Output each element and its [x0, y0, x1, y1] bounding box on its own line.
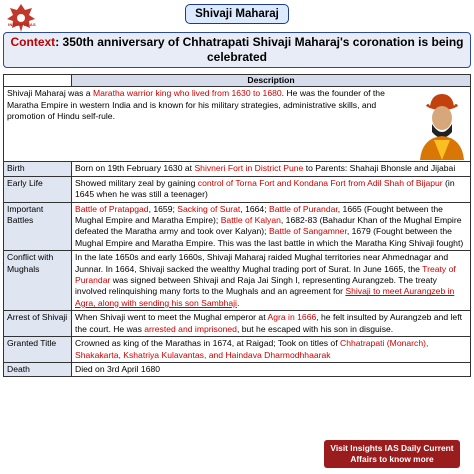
early-life-cell — [72, 176, 471, 202]
description-header: Description — [72, 75, 471, 87]
arrest-text-e: , but he escaped with his son in disguise. — [236, 323, 394, 334]
description-cell — [4, 87, 471, 162]
table-row — [4, 337, 471, 363]
context-text: : 350th anniversary of Chhatrapati Shivaji Maharaj's coronation is being celebrated — [55, 35, 464, 64]
logo-text: INSIGHTSIAS — [8, 22, 36, 27]
battle-2: Sacking of Surat — [177, 203, 241, 214]
early-text-c: (in 1645 when he was still a teenager) — [75, 177, 455, 200]
early-life-label: Early Life — [4, 176, 72, 202]
early-highlight: control of Torna Fort and Kondana Fort from Adil Shah of Bijapur — [197, 177, 443, 188]
arrest-cell — [72, 311, 471, 337]
table-row — [4, 251, 471, 311]
table-row — [4, 202, 471, 251]
conflict-highlight-2: Shivaji to meet Aurangzeb in Agra, along with sending his son Sambhaji — [75, 286, 455, 308]
battle-text-4: , 1682-83 (Bahadur Khan of the Mughal Empire defeated the Maratha army and took over Kalyan); — [75, 215, 462, 237]
battle-1: Battle of Pratapgad — [75, 203, 149, 214]
table-row — [4, 176, 471, 202]
promo-banner-link[interactable]: Visit Insights IAS Daily Current Affairs to know more — [324, 440, 460, 468]
battle-5: Battle of Sangamner — [268, 226, 347, 237]
arrest-text-c: , he felt insulted by Aurangzeb and left the court. He was — [75, 312, 462, 334]
table-header-row — [4, 75, 471, 87]
birth-label: Birth — [4, 162, 72, 176]
battles-label: Important Battles — [4, 202, 72, 251]
birth-text-a: Born on 19th February 1630 at — [75, 163, 195, 174]
battle-text-3: , 1665 (Fought between the Mughal Empire and Maratha Empire); — [75, 203, 443, 226]
context-banner — [3, 32, 471, 68]
page-title: Shivaji Maharaj — [185, 4, 289, 24]
battle-3: Battle of Purandar — [268, 203, 338, 214]
context-label: Context — [10, 35, 56, 49]
description-row — [4, 87, 471, 162]
insights-logo-icon — [4, 2, 38, 36]
birth-text-c: to Parents: Shahaji Bhonsle and Jijabai — [303, 163, 456, 174]
death-text: Died on 3rd April 1680 — [75, 363, 161, 374]
conflict-cell — [72, 251, 471, 311]
early-text-a: Showed military zeal by gaining — [75, 177, 198, 188]
conflict-label: Conflict with Mughals — [4, 251, 72, 311]
arrest-text-a: When Shivaji went to meet the Mughal emperor at — [75, 312, 268, 323]
table-row — [4, 362, 471, 376]
shivaji-portrait-icon — [412, 88, 470, 160]
table-row — [4, 311, 471, 337]
battle-text-2: , 1664; — [240, 203, 269, 214]
title-label: Granted Title — [4, 337, 72, 363]
death-cell — [72, 362, 471, 376]
description-text-a: Shivaji Maharaj was a — [7, 88, 93, 99]
arrest-label: Arrest of Shivaji — [4, 311, 72, 337]
conflict-text-c: was signed between Shivaji and Raja Jai Singh I, representing Aurangzeb. The treaty involved relinquishing many forts to the Mughals and an agreement for — [75, 275, 437, 297]
birth-highlight: Shivneri Fort in District Pune — [194, 163, 304, 174]
conflict-text-a: In the late 1650s and early 1660s, Shivaji Maharaj raided Mughal territories near Ahmednagar and Junnar. In 1664, Shivaji sacked the wealthy Mughal trading port of Surat. In June 1665, the — [75, 252, 449, 274]
arrest-highlight-2: arrested and imprisoned — [144, 323, 237, 334]
battle-text-5: , 1679 (Fought between the Mughal Empire and Maratha Empire. This was the last battle in which the Maratha King Shivaji fought) — [75, 226, 464, 248]
conflict-highlight-1: Treaty of Purandar — [75, 263, 456, 286]
header-empty-cell — [4, 75, 72, 87]
battle-text-1: , 1659; — [148, 203, 178, 214]
description-highlight: Maratha warrior king who lived from 1630 to 1680 — [92, 88, 282, 99]
title-highlight: Chhatrapati (Monarch), Shakakarta, Kshatriya Kulavantas, and Haindava Dharmodhhaarak — [75, 338, 429, 360]
arrest-highlight-1: Agra in 1666 — [267, 312, 317, 323]
conflict-text-e: . — [236, 297, 240, 308]
battle-4: Battle of Kalyan — [220, 215, 281, 226]
title-cell — [72, 337, 471, 363]
battles-cell — [72, 202, 471, 251]
death-label: Death — [4, 362, 72, 376]
description-text-c: . He was the founder of the Maratha Empire in western India and is known for his military strategies, administrative skills, and promotion of Hindu self-rule. — [7, 88, 385, 122]
birth-cell — [72, 162, 471, 176]
table-row — [4, 162, 471, 176]
info-table — [3, 74, 471, 377]
title-text-a: Crowned as king of the Marathas in 1674, at Raigad; Took on titles of — [75, 338, 340, 349]
